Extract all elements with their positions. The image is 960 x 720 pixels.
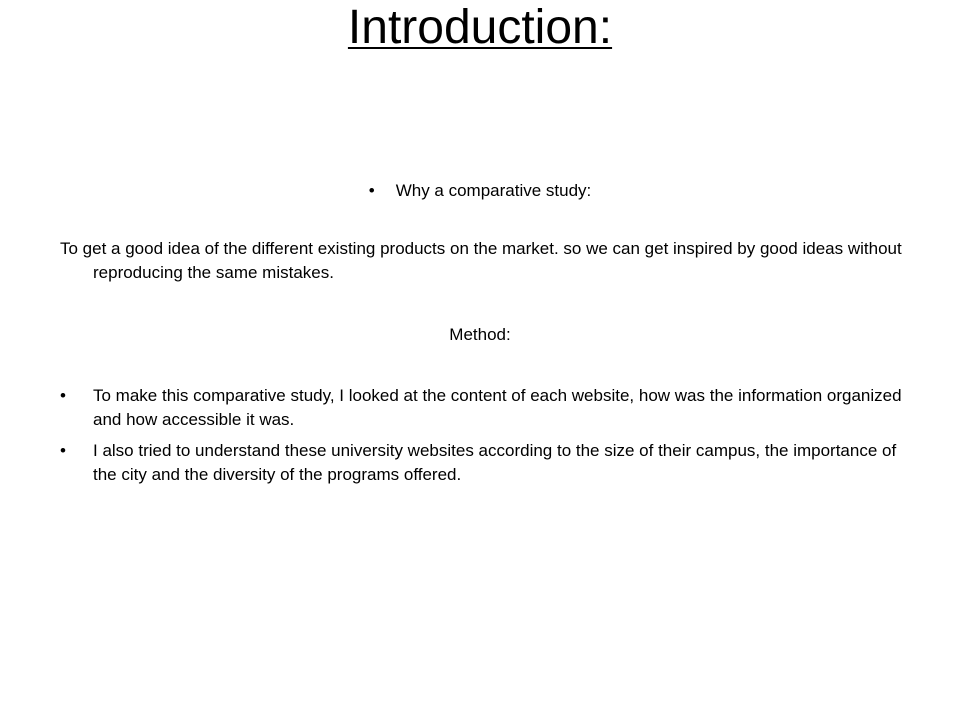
intro-bullet-text: Why a comparative study:	[395, 181, 592, 200]
method-bullet-list	[60, 384, 910, 494]
slide-title: Introduction:	[347, 1, 613, 54]
bullet-marker: •	[60, 386, 66, 405]
bullet-marker: •	[60, 441, 66, 460]
method-heading: Method:	[449, 325, 511, 344]
bullet-marker: •	[368, 181, 375, 200]
list-item-text: To make this comparative study, I looked at the content of each website, how was the information organized and how accessible it was.	[93, 386, 902, 429]
intro-paragraph: To get a good idea of the different existing products on the market. so we can get inspired by good ideas without reproducing the same mistakes.	[60, 239, 902, 282]
list-item	[60, 439, 910, 487]
list-item	[60, 384, 910, 432]
intro-bullet	[0, 179, 960, 203]
list-item-text: I also tried to understand these university websites according to the size of their campus, the importance of the city and the diversity of the programs offered.	[93, 441, 897, 484]
